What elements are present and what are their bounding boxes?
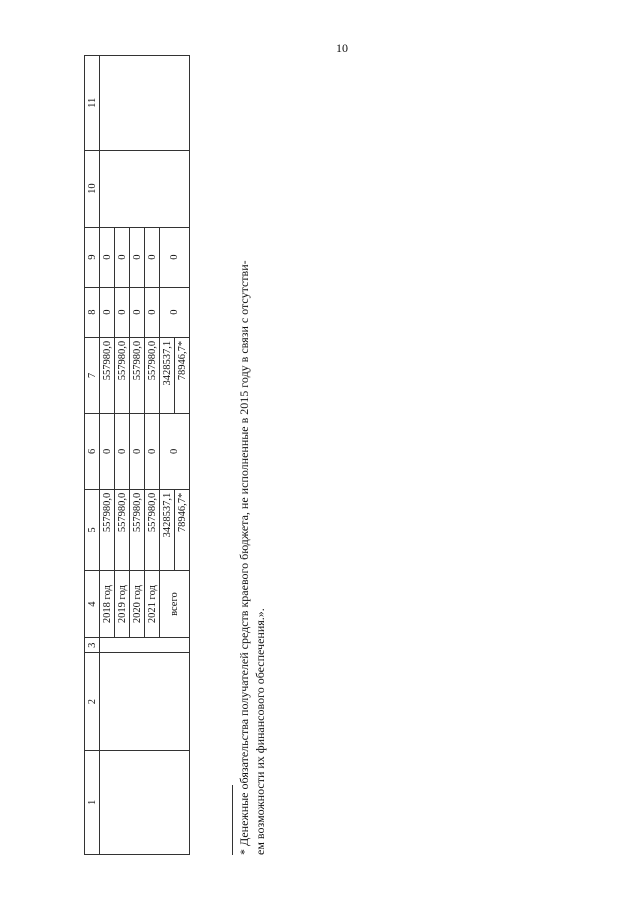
table-cell [160,637,190,653]
year-cell: 2020 год [130,571,145,638]
table-cell [100,637,115,653]
table-cell [100,750,190,854]
header-cell: 10 [85,150,100,227]
year-cell: 2019 год [115,571,130,638]
header-cell: 7 [85,337,100,413]
table-cell [100,150,115,227]
table-cell [145,637,160,653]
value-cell: 0 [100,414,115,490]
total-note-cell: 78946,7* [175,489,190,571]
value-cell: 557980,0 [145,337,160,413]
value-cell: 557980,0 [100,489,115,571]
table-row [100,56,115,855]
value-cell: 0 [145,414,160,490]
year-cell: 2021 год [145,571,160,638]
header-cell: 4 [85,571,100,638]
table-cell [130,150,145,227]
table-header-row [85,56,100,855]
header-cell: 1 [85,750,100,854]
table-cell [115,637,130,653]
value-cell: 557980,0 [115,489,130,571]
total-value-cell: 0 [160,227,190,287]
value-cell: 557980,0 [130,489,145,571]
total-value-cell: 3428537,1 [160,337,175,413]
total-label: всего [160,571,190,638]
value-cell: 0 [145,287,160,337]
value-cell: 557980,0 [130,337,145,413]
value-cell: 0 [115,227,130,287]
footnote-line: ем возможности их финансового обеспечения.». [253,608,267,855]
value-cell: 557980,0 [100,337,115,413]
value-cell: 0 [130,287,145,337]
budget-table [84,55,190,855]
value-cell: 0 [130,414,145,490]
footnote-line: * Денежные обязательства получателей средств краевого бюджета, не исполненные в 2015 году в связи с отсутстви- [237,260,251,855]
table-cell [100,653,190,750]
value-cell: 0 [115,414,130,490]
header-cell: 8 [85,287,100,337]
value-cell: 0 [115,287,130,337]
year-cell: 2018 год [100,571,115,638]
table-cell [100,56,190,151]
footnote-separator [232,785,233,855]
value-cell: 0 [145,227,160,287]
total-note-cell: 78946,7* [175,337,190,413]
value-cell: 557980,0 [145,489,160,571]
total-value-cell: 3428537,1 [160,489,175,571]
total-value-cell: 0 [160,287,190,337]
table-cell [160,150,190,227]
total-value-cell: 0 [160,414,190,490]
value-cell: 0 [130,227,145,287]
header-cell: 3 [85,637,100,653]
header-cell: 5 [85,489,100,571]
header-cell: 2 [85,653,100,750]
header-cell: 11 [85,56,100,151]
rotated-page-content [84,55,284,855]
page-number: 10 [336,41,348,55]
footnote [236,135,268,855]
value-cell: 557980,0 [115,337,130,413]
header-cell: 9 [85,227,100,287]
header-cell: 6 [85,414,100,490]
value-cell: 0 [100,227,115,287]
table-cell [130,637,145,653]
table-cell [115,150,130,227]
table-cell [145,150,160,227]
value-cell: 0 [100,287,115,337]
